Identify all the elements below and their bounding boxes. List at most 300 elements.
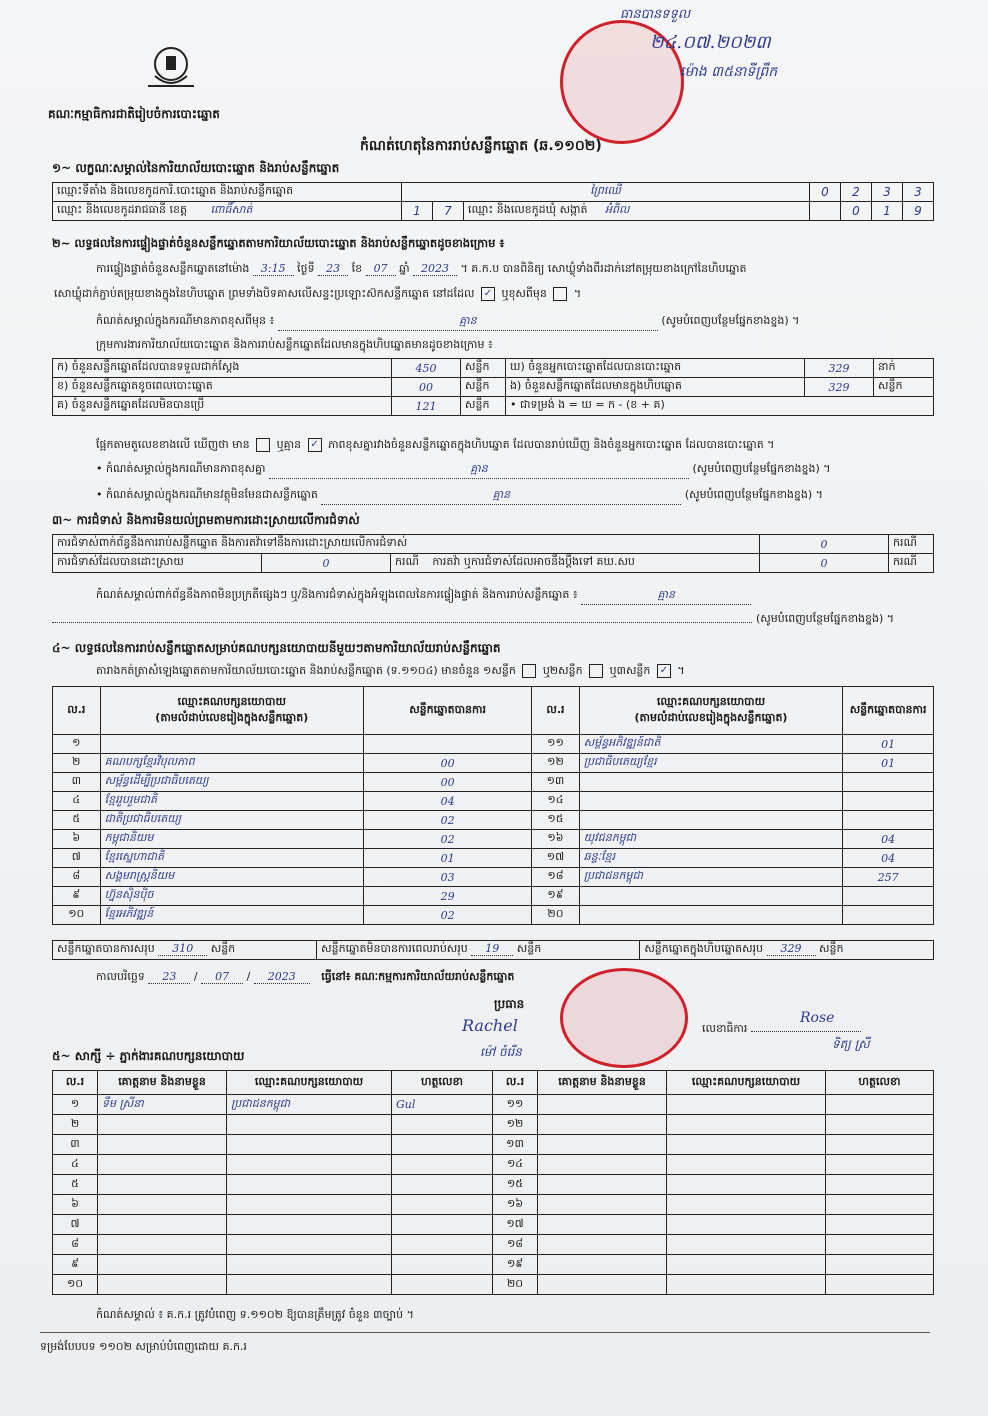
section1-table <box>52 182 934 221</box>
witness-no: ៣ <box>53 1135 98 1155</box>
result-votes: 04 <box>364 792 532 811</box>
result-party: សម្ព័ន្ធអភិវឌ្ឍន៍ជាតិ <box>579 735 842 754</box>
result-votes: 04 <box>843 849 934 868</box>
section4-intro: តារាងកត់ត្រាសំឡេងឆ្នោតតាមការិយាល័យបោះឆ្នោត និងរាប់សន្លឹកឆ្នោត (ទ.១១០៤) មានចំនួន ១សន្លឹក ឬ២សន្លឹក ឬ៣សន្លឹក ✓ ។ <box>96 664 685 677</box>
result-votes <box>843 906 934 925</box>
row2-commune-label <box>464 202 810 221</box>
witness-no: ៧ <box>53 1215 98 1235</box>
objection-row2-label: ការជំទាស់ដែលបានដោះស្រាយ <box>53 554 262 573</box>
verify-line-2: សោឃ្លុំដាក់ភ្ជាប់តម្រុយខាងក្នុងនៃហិបឆ្នោត ព្រមទាំងបិទគាសលើសន្ទះប្រឡោះស៊កសន្លឹកឆ្នោត នៅដដែល ✓ ឬខុសពីមុន ។ <box>54 287 582 300</box>
witness-table <box>52 1070 934 1295</box>
row2-code-digit: 1 <box>402 202 433 221</box>
result-no: ២០ <box>532 906 580 925</box>
witness-sign <box>392 1255 493 1275</box>
result-votes <box>843 773 934 792</box>
witness-col-name: គោត្តនាម និងនាមខ្លួន <box>538 1071 667 1095</box>
witness-party <box>667 1235 826 1255</box>
date-month: 07 <box>201 970 243 984</box>
witness-sign <box>826 1115 934 1135</box>
verify-year: 2023 <box>413 262 457 276</box>
result-no: ១៩ <box>532 887 580 906</box>
objection-unit: ករណី <box>889 535 934 554</box>
verify-diff-checkbox[interactable] <box>553 287 567 301</box>
count-label: ក) ចំនួនសន្លឹកឆ្នោតដែលបានទទួលជាក់ស្តែង <box>53 359 392 378</box>
total-unit: សន្លឹក <box>516 942 542 955</box>
witness-party <box>227 1215 392 1235</box>
result-votes: 03 <box>364 868 532 887</box>
total-invalid-label: សន្លឹកឆ្នោតមិនបានការពេលរាប់សរុប <box>321 942 468 955</box>
result-no: ១០ <box>53 906 101 925</box>
section4-intro-2: ឬ២សន្លឹក <box>542 664 583 677</box>
count-intro: ក្រុមការងារការិយាល័យបោះឆ្នោត និងការរាប់សន្លឹកឆ្នោតដែលមានក្នុងហិបឆ្នោតមានដូចខាងក្រោម ៖ <box>96 338 493 351</box>
count-label-2: ឃ) ចំនួនអ្នកបោះឆ្នោតដែលបានបោះឆ្នោត <box>506 359 805 378</box>
row2-commune-code-digit: 0 <box>841 202 872 221</box>
result-votes: 29 <box>364 887 532 906</box>
totals-table <box>52 940 934 960</box>
result-votes <box>843 792 934 811</box>
result-no: ៦ <box>53 830 101 849</box>
result-votes <box>843 811 934 830</box>
row2-code-digit: 7 <box>433 202 464 221</box>
compare-line <box>96 438 774 454</box>
witness-no: ១៥ <box>493 1175 538 1195</box>
witness-col-no: ល.រ <box>493 1071 538 1095</box>
witness-no: ៤ <box>53 1155 98 1175</box>
count-unit: សន្លឹក <box>461 378 506 397</box>
witness-sign <box>826 1275 934 1295</box>
witness-sign <box>392 1135 493 1155</box>
witness-name <box>98 1155 227 1175</box>
objection-table <box>52 534 934 573</box>
result-votes: 257 <box>843 868 934 887</box>
witness-no: ១៦ <box>493 1195 538 1215</box>
result-votes <box>364 735 532 754</box>
witness-party <box>667 1115 826 1135</box>
objection-row1-label: ការជំទាស់ពាក់ព័ន្ធនឹងការរាប់សន្លឹកឆ្នោត និងការតវ៉ាទៅនឹងការដោះស្រាយលើការជំទាស់ <box>53 535 760 554</box>
row1-label: ឈ្មោះទីតាំង និងលេខកូដការិ.បោះឆ្នោត និងរាប់សន្លឹកឆ្នោត <box>53 183 402 202</box>
row1-value: ព្រៃឈើ <box>402 183 810 202</box>
org-name: គណៈកម្មាធិការជាតិរៀបចំការបោះឆ្នោត <box>48 107 220 121</box>
total-valid <box>53 941 317 960</box>
row2-commune-code-digit: 9 <box>903 202 934 221</box>
total-box-label: សន្លឹកឆ្នោតក្នុងហិបឆ្នោតសរុប <box>644 942 764 955</box>
count-row <box>53 359 934 378</box>
row2-label-text: ឈ្មោះ និងលេខកូដរាជធានី ខេត្ត <box>57 203 187 216</box>
witness-party: ប្រជាជនកម្ពុជា <box>227 1095 392 1115</box>
objection-note-label: កំណត់សម្គាល់ពាក់ព័ន្ធនឹងភាពមិនប្រក្រតីផ្សេងៗ ឬ/និងការជំទាស់ក្នុងអំឡុងពេលនៃការផ្ទៀងផ្ទាត់ និងការរាប់សន្លឹកឆ្នោត ៖ <box>96 588 578 601</box>
witness-name <box>538 1255 667 1275</box>
witness-party <box>667 1095 826 1115</box>
witness-party <box>667 1155 826 1175</box>
witness-no: ២០ <box>493 1275 538 1295</box>
fill-hint: (សូមបំពេញបន្ថែមផ្នែកខាងខ្នង) ។ <box>684 488 823 501</box>
witness-no: ១២ <box>493 1115 538 1135</box>
witness-col-party: ឈ្មោះគណបក្សនយោបាយ <box>227 1071 392 1095</box>
witness-row <box>53 1275 934 1295</box>
witness-party <box>667 1275 826 1295</box>
witness-row <box>53 1135 934 1155</box>
count-label-2: ង) ចំនួនសន្លឹកឆ្នោតដែលមានក្នុងហិបឆ្នោត <box>506 378 805 397</box>
witness-sign <box>826 1175 934 1195</box>
witness-no: ៩ <box>53 1255 98 1275</box>
table-row <box>53 773 934 792</box>
result-party <box>579 811 842 830</box>
col-party-sub: (តាមលំដាប់លេខរៀងក្នុងសន្លឹកឆ្នោត) <box>155 710 309 724</box>
witness-name: ទឹម ស្រីនា <box>98 1095 227 1115</box>
witness-name <box>538 1135 667 1155</box>
objection-row2-label2-text: ការតវ៉ា ឬការជំទាស់ដែលអាចនឹងប្ដឹងទៅ គឃ.សប <box>432 555 635 568</box>
witness-no: ១៧ <box>493 1215 538 1235</box>
witness-sign <box>826 1215 934 1235</box>
table-row <box>53 849 934 868</box>
result-party: ខ្មែររួបរួមជាតិ <box>100 792 363 811</box>
compare-rest: ភាពខុសគ្នារវាងចំនួនសន្លឹកឆ្នោតក្នុងហិបឆ្នោត ដែលបានរាប់ឃើញ និងចំនួនអ្នកបោះឆ្នោត ដែលបានបោះឆ្នោត ។ <box>328 438 775 451</box>
witness-sign <box>826 1135 934 1155</box>
witness-name <box>98 1195 227 1215</box>
witness-row <box>53 1155 934 1175</box>
total-unit: សន្លឹក <box>210 942 236 955</box>
witness-sign <box>392 1235 493 1255</box>
compare-text: ផ្អែកតាមតួលេខខាងលើ ឃើញថា មាន <box>96 438 250 451</box>
witness-name <box>538 1235 667 1255</box>
sheet1-checkbox[interactable] <box>522 664 536 678</box>
fill-hint: (សូមបំពេញបន្ថែមផ្នែកខាងខ្នង) ។ <box>692 462 831 475</box>
result-party: ខ្មែរស្នេហាជាតិ <box>100 849 363 868</box>
witness-party <box>667 1175 826 1195</box>
witness-name <box>538 1275 667 1295</box>
witness-party <box>667 1135 826 1155</box>
total-invalid-value: 19 <box>471 942 513 956</box>
sheet3-checkbox[interactable]: ✓ <box>657 664 671 678</box>
objection-row2-value2: 0 <box>760 554 889 573</box>
result-party: ជាតិប្រជាធិបតេយ្យ <box>100 811 363 830</box>
result-party: ឆន្ទៈខ្មែរ <box>579 849 842 868</box>
secretary-line <box>751 1031 861 1032</box>
count-row <box>53 397 934 416</box>
col-party <box>100 687 363 735</box>
table-row <box>53 811 934 830</box>
witness-row <box>53 1215 934 1235</box>
result-no: ៨ <box>53 868 101 887</box>
witness-name <box>538 1175 667 1195</box>
verify-line-1 <box>96 262 746 278</box>
witness-sign <box>392 1115 493 1135</box>
witness-row <box>53 1095 934 1115</box>
section3-heading: ៣~ ការជំទាស់ និងការមិនយល់ព្រមតាមការដោះស្រាយលើការជំទាស់ <box>52 513 360 527</box>
witness-sign <box>392 1215 493 1235</box>
witness-name <box>538 1115 667 1135</box>
witness-party <box>227 1155 392 1175</box>
verify-or-text: ឬខុសពីមុន <box>501 287 547 300</box>
count-unit: សន្លឹក <box>461 397 506 416</box>
verify-year-label: ឆ្នាំ <box>399 262 410 275</box>
verify-line-1b: ។ គ.ក.ប បានពិនិត្យ សោឃ្លុំទាំងពីរដាក់នៅតម្រុយខាងក្រៅនៃហិបឆ្នោត <box>460 262 747 275</box>
witness-no: ១៨ <box>493 1235 538 1255</box>
secretary-label-text: លេខាធិការ <box>702 1022 748 1035</box>
witness-col-party: ឈ្មោះគណបក្សនយោបាយ <box>667 1071 826 1095</box>
witness-row <box>53 1175 934 1195</box>
result-no: ១១ <box>532 735 580 754</box>
section4-heading: ៤~ លទ្ធផលនៃការរាប់សន្លឹកឆ្នោតសម្រាប់គណបក្សនយោបាយនីមួយៗតាមការិយាល័យរាប់សន្លឹកឆ្នោត <box>52 641 501 655</box>
table-row <box>53 868 934 887</box>
witness-col-sign: ហត្ថលេខា <box>392 1071 493 1095</box>
total-unit: សន្លឹក <box>819 942 844 955</box>
row2-commune-code-digit: 1 <box>872 202 903 221</box>
witness-sign <box>826 1195 934 1215</box>
section5-heading: ៥~ សាក្សី ÷ ភ្នាក់ងារគណបក្សនយោបាយ <box>52 1049 245 1063</box>
note-diff-label: កំណត់សម្គាល់ក្នុងករណីមានភាពខុសពីមុន ៖ <box>96 314 275 327</box>
committee-seal-icon <box>560 968 688 1068</box>
result-no: ៥ <box>53 811 101 830</box>
row2-value: ពោធិ៍សាត់ <box>210 203 253 216</box>
witness-party <box>227 1235 392 1255</box>
witness-no: ៥ <box>53 1175 98 1195</box>
bullet2-line <box>96 488 823 505</box>
result-no: ៤ <box>53 792 101 811</box>
section4-intro-text: តារាងកត់ត្រាសំឡេងឆ្នោតតាមការិយាល័យបោះឆ្នោត និងរាប់សន្លឹកឆ្នោត (ទ.១១០៤) មានចំនួន ១សន្លឹក <box>96 664 516 677</box>
witness-party <box>667 1255 826 1275</box>
witness-name <box>98 1235 227 1255</box>
bullet1-line <box>96 462 831 479</box>
objection-row1-value: 0 <box>760 535 889 554</box>
committee-label: ធ្វើនៅ៖ គណៈកម្មការការិយាល័យរាប់សន្លឹកឆ្នោត <box>321 970 515 983</box>
result-votes: 02 <box>364 811 532 830</box>
section2-heading: ២~ លទ្ធផលនៃការផ្ទៀងផ្ទាត់ចំនួនសន្លឹកឆ្នោតតាមការិយាល័យបោះឆ្នោត និងរាប់សន្លឹកឆ្នោតដូចខាងក្រោម ៖ <box>52 236 505 250</box>
count-value: 00 <box>392 378 461 397</box>
count-value: 450 <box>392 359 461 378</box>
result-party: កម្ពុជានិយម <box>100 830 363 849</box>
date-label: កាលបរិច្ឆេទ <box>96 970 145 983</box>
corner-date: ២៤.០៧.២០២៣ <box>650 32 771 53</box>
witness-row <box>53 1115 934 1135</box>
table-row <box>53 792 934 811</box>
count-label: ខ) ចំនួនសន្លឹកឆ្នោតខូចពេលបោះឆ្នោត <box>53 378 392 397</box>
note-diff-value: គ្មាន <box>278 314 658 331</box>
witness-name <box>98 1275 227 1295</box>
result-party: ខ្មែរអភិវឌ្ឍន៍ <box>100 906 363 925</box>
compare-yes-checkbox[interactable] <box>256 438 270 452</box>
doc-title: កំណត់ហេតុនៃការរាប់សន្លឹកឆ្នោត (ឆ.១១០២) <box>360 138 602 154</box>
result-no: ២ <box>53 754 101 773</box>
footer-divider <box>40 1332 930 1333</box>
verify-ok-checkbox[interactable]: ✓ <box>481 287 495 301</box>
witness-name <box>538 1155 667 1175</box>
count-unit-2: សន្លឹក <box>874 378 934 397</box>
col-party-sub: (តាមលំដាប់លេខរៀងក្នុងសន្លឹកឆ្នោត) <box>634 710 788 724</box>
sheet2-checkbox[interactable] <box>589 664 603 678</box>
row2-commune-label-text: ឈ្មោះ និងលេខកូដឃុំ សង្កាត់ <box>468 203 588 216</box>
count-value-2: 329 <box>805 359 874 378</box>
row2-commune-value: អំពិល <box>605 203 630 216</box>
verify-month-label: ខែ <box>351 262 363 275</box>
objection-unit: ករណី <box>889 554 934 573</box>
witness-name <box>98 1215 227 1235</box>
result-party: ប្រជាធិបតេយ្យខ្មែរ <box>579 754 842 773</box>
result-no: ៧ <box>53 849 101 868</box>
verify-day: 23 <box>318 262 348 276</box>
total-box <box>640 941 934 960</box>
result-votes: 01 <box>364 849 532 868</box>
objection-note-continuation <box>52 622 752 623</box>
row1-code-digit: 3 <box>903 183 934 202</box>
result-no: ១៤ <box>532 792 580 811</box>
objection-unit: ករណី <box>395 555 419 568</box>
witness-party <box>227 1175 392 1195</box>
table-row <box>53 830 934 849</box>
witness-sign <box>392 1175 493 1195</box>
verify-time: 3:15 <box>253 262 294 276</box>
compare-or: ឬគ្មាន <box>276 438 302 451</box>
row2-code-spacer <box>810 202 841 221</box>
fill-hint: (សូមបំពេញបន្ថែមផ្នែកខាងខ្នង) ។ <box>661 314 800 327</box>
secretary-signature: Rose <box>800 1010 835 1026</box>
total-valid-label: សន្លឹកឆ្នោតបានការសរុប <box>57 942 155 955</box>
col-no: ល.រ <box>532 687 580 735</box>
result-no: ១៨ <box>532 868 580 887</box>
count-label: គ) ចំនួនសន្លឹកឆ្នោតដែលមិនបានប្រើ <box>53 397 392 416</box>
witness-sign <box>392 1155 493 1175</box>
col-party-label: ឈ្មោះគណបក្សនយោបាយ <box>656 694 766 708</box>
witness-sign <box>826 1095 934 1115</box>
corner-note-1: ធានបានទទួល <box>620 7 691 22</box>
witness-name <box>98 1255 227 1275</box>
total-invalid <box>317 941 640 960</box>
verify-month: 07 <box>366 262 396 276</box>
result-votes: 02 <box>364 830 532 849</box>
table-row <box>53 754 934 773</box>
result-no: ៣ <box>53 773 101 792</box>
witness-row <box>53 1255 934 1275</box>
witness-party <box>227 1195 392 1215</box>
witness-name <box>98 1175 227 1195</box>
col-votes: សន្លឹកឆ្នោតបានការ <box>843 687 934 735</box>
verify-day-label: ថ្ងៃទី <box>297 262 315 275</box>
chair-signature: Rachel <box>462 1016 518 1035</box>
total-box-value: 329 <box>767 942 816 956</box>
witness-name <box>538 1195 667 1215</box>
result-no: ១៧ <box>532 849 580 868</box>
row1-code-digit: 0 <box>810 183 841 202</box>
secretary-name: ទិត្យ ស្រី <box>832 1037 870 1051</box>
count-table <box>52 358 934 416</box>
witness-no: ៨ <box>53 1235 98 1255</box>
objection-row2-value: 0 <box>262 554 391 573</box>
result-party <box>579 773 842 792</box>
witness-party <box>667 1215 826 1235</box>
witness-no: ១០ <box>53 1275 98 1295</box>
witness-no: ១៩ <box>493 1255 538 1275</box>
nec-emblem-icon <box>140 42 202 96</box>
result-no: ១៣ <box>532 773 580 792</box>
result-no: ៩ <box>53 887 101 906</box>
witness-party <box>227 1255 392 1275</box>
count-row <box>53 378 934 397</box>
result-party: សម្ព័ន្ធដើម្បីប្រជាធិបតេយ្យ <box>100 773 363 792</box>
witness-col-no: ល.រ <box>53 1071 98 1095</box>
witness-row <box>53 1235 934 1255</box>
result-votes: 00 <box>364 773 532 792</box>
fill-hint: (សូមបំពេញបន្ថែមផ្នែកខាងខ្នង) ។ <box>756 612 895 625</box>
verify-line-2-text: សោឃ្លុំដាក់ភ្ជាប់តម្រុយខាងក្នុងនៃហិបឆ្នោត ព្រមទាំងបិទគាសលើសន្ទះប្រឡោះស៊កសន្លឹកឆ្នោត នៅដដែល <box>54 287 475 300</box>
section4-intro-3: ឬ៣សន្លឹក <box>609 664 651 677</box>
col-party <box>579 687 842 735</box>
count-formula: • ជាទម្រង់ ង = ឃ = ក - (ខ + គ) <box>506 397 934 416</box>
table-row <box>53 906 934 925</box>
bullet2-label: • កំណត់សម្គាល់ក្នុងករណីមានវត្ថុមិនមែនជាសន្លឹកឆ្នោត <box>96 488 318 501</box>
witness-name <box>98 1135 227 1155</box>
witness-row <box>53 1195 934 1215</box>
compare-no-checkbox[interactable]: ✓ <box>308 438 322 452</box>
chair-label: ប្រធាន <box>494 997 525 1011</box>
date-day: 23 <box>148 970 190 984</box>
witness-name <box>538 1215 667 1235</box>
result-no: ១៥ <box>532 811 580 830</box>
result-party <box>100 735 363 754</box>
result-votes: 00 <box>364 754 532 773</box>
footer-note: កំណត់សម្គាល់ ៖ គ.ក.រ ត្រូវបំពេញ ទ.១១០២ ឱ្យបានត្រឹមត្រូវ ចំនួន ៣ច្បាប់ ។ <box>96 1308 414 1321</box>
witness-party <box>227 1275 392 1295</box>
table-row <box>53 887 934 906</box>
result-no: ១ <box>53 735 101 754</box>
witness-col-name: គោត្តនាម និងនាមខ្លួន <box>98 1071 227 1095</box>
witness-sign: Gul <box>392 1095 493 1115</box>
count-unit: សន្លឹក <box>461 359 506 378</box>
corner-note-2: ម៉ោង ៣៥នាទីព្រឹក <box>680 64 778 80</box>
objection-row2-label2 <box>391 554 760 573</box>
count-value: 121 <box>392 397 461 416</box>
date-year: 2023 <box>254 970 310 984</box>
result-votes: 02 <box>364 906 532 925</box>
witness-no: ២ <box>53 1115 98 1135</box>
result-party <box>579 792 842 811</box>
section1-heading: ១~ លក្ខណៈសម្គាល់នៃការិយាល័យបោះឆ្នោត និងរាប់សន្លឹកឆ្នោត <box>52 161 340 175</box>
witness-party <box>227 1135 392 1155</box>
witness-no: ១១ <box>493 1095 538 1115</box>
witness-col-sign: ហត្ថលេខា <box>826 1071 934 1095</box>
result-party: គណបក្សខ្មែរវិបុលភាព <box>100 754 363 773</box>
bullet2-value: គ្មាន <box>321 488 681 505</box>
result-no: ១២ <box>532 754 580 773</box>
col-votes: សន្លឹកឆ្នោតបានការ <box>364 687 532 735</box>
note-diff-line <box>96 314 799 331</box>
col-party-label: ឈ្មោះគណបក្សនយោបាយ <box>177 694 286 708</box>
witness-sign <box>826 1255 934 1275</box>
witness-party <box>227 1115 392 1135</box>
witness-no: ១៣ <box>493 1135 538 1155</box>
witness-party <box>667 1195 826 1215</box>
row2-label <box>53 202 402 221</box>
witness-sign <box>826 1235 934 1255</box>
row1-code-digit: 2 <box>841 183 872 202</box>
result-party: សង្គមរាស្ត្រនិយម <box>100 868 363 887</box>
witness-sign <box>392 1275 493 1295</box>
witness-sign <box>392 1195 493 1215</box>
result-party <box>579 906 842 925</box>
result-votes <box>843 887 934 906</box>
bullet1-value: គ្មាន <box>269 462 689 479</box>
count-unit-2: នាក់ <box>874 359 934 378</box>
result-votes: 01 <box>843 735 934 754</box>
verify-line-1-text: ការផ្ទៀងផ្ទាត់ចំនួនសន្លឹកឆ្នោតនៅម៉ោង <box>96 262 250 275</box>
witness-sign <box>826 1155 934 1175</box>
witness-no: ៦ <box>53 1195 98 1215</box>
chair-name: ម៉ៅ ចំរើន <box>480 1045 522 1059</box>
result-party: ហ្វ៊ុនស៊ិនប៉ិច <box>100 887 363 906</box>
result-votes: 04 <box>843 830 934 849</box>
col-no: ល.រ <box>53 687 101 735</box>
table-row <box>53 735 934 754</box>
row1-code-digit: 3 <box>872 183 903 202</box>
